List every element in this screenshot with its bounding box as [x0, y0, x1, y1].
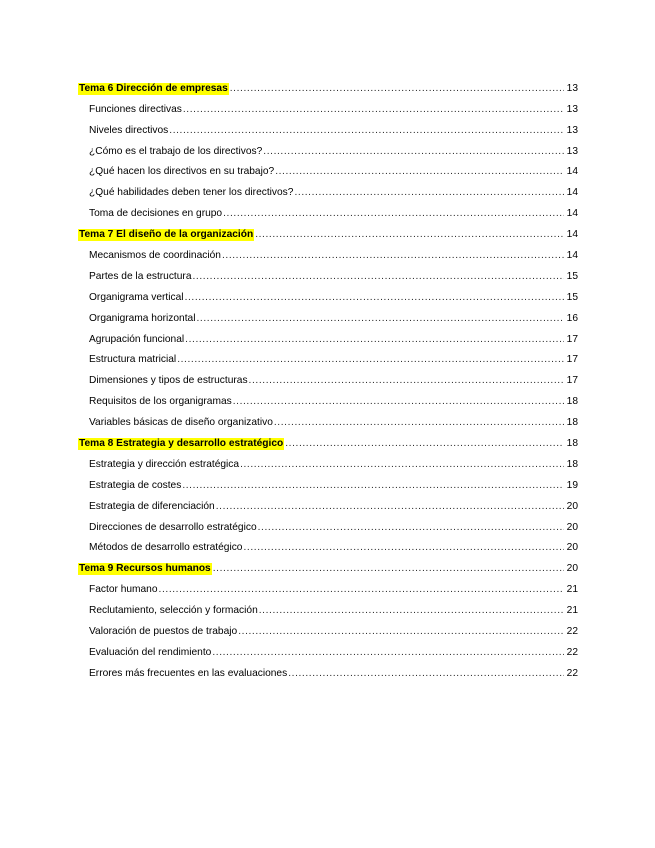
- toc-section-title: Partes de la estructura: [89, 270, 192, 282]
- toc-dot-leader: [182, 480, 564, 492]
- toc-dot-leader: [216, 501, 564, 513]
- toc-dot-leader: [230, 83, 564, 95]
- toc-dot-leader: [238, 626, 564, 638]
- toc-section-title: Estrategia y dirección estratégica: [89, 458, 240, 470]
- toc-section-title: Organigrama horizontal: [89, 312, 196, 324]
- toc-page-number: 16: [566, 312, 578, 324]
- toc-page-number: 18: [566, 438, 578, 450]
- toc-dot-leader: [159, 584, 564, 596]
- toc-section-entry[interactable]: [78, 450, 578, 471]
- toc-chapter-title: Tema 9 Recursos humanos: [79, 563, 211, 575]
- toc-dot-leader: [185, 292, 564, 304]
- toc-section-entry[interactable]: [78, 283, 578, 304]
- toc-dot-leader: [274, 417, 564, 429]
- toc-page-number: 18: [566, 417, 578, 429]
- toc-section-entry[interactable]: [78, 387, 578, 408]
- toc-dot-leader: [233, 396, 564, 408]
- toc-section-entry[interactable]: [78, 534, 578, 555]
- toc-page-number: 14: [566, 229, 578, 241]
- toc-section-entry[interactable]: [78, 659, 578, 680]
- toc-section-title: Direcciones de desarrollo estratégico: [89, 521, 257, 533]
- toc-dot-leader: [263, 146, 564, 158]
- toc-chapter-title: Tema 8 Estrategia y desarrollo estratégico: [79, 438, 284, 450]
- toc-dot-leader: [223, 208, 564, 220]
- toc-section-entry[interactable]: [78, 95, 578, 116]
- toc-dot-leader: [255, 229, 564, 241]
- toc-chapter-entry[interactable]: [78, 429, 578, 450]
- toc-dot-leader: [183, 104, 564, 116]
- toc-page-number: 20: [566, 542, 578, 554]
- toc-section-entry[interactable]: [78, 262, 578, 283]
- table-of-contents: [78, 74, 578, 680]
- toc-page-number: 13: [566, 145, 578, 157]
- toc-dot-leader: [240, 459, 564, 471]
- toc-page-number: 18: [566, 458, 578, 470]
- toc-dot-leader: [249, 375, 564, 387]
- toc-chapter-title: Tema 6 Dirección de empresas: [79, 82, 228, 94]
- toc-section-title: Agrupación funcional: [89, 333, 185, 345]
- toc-page-number: 20: [566, 521, 578, 533]
- toc-page-number: 17: [566, 354, 578, 366]
- toc-page-number: 19: [566, 479, 578, 491]
- toc-chapter-entry[interactable]: [78, 74, 578, 95]
- toc-section-title: Errores más frecuentes en las evaluaciones: [89, 667, 288, 679]
- toc-dot-leader: [285, 438, 564, 450]
- toc-section-entry[interactable]: [78, 178, 578, 199]
- toc-dot-leader: [212, 647, 564, 659]
- toc-section-title: Niveles directivos: [89, 124, 169, 136]
- toc-section-title: ¿Qué hacen los directivos en su trabajo?: [89, 166, 275, 178]
- toc-section-entry[interactable]: [78, 116, 578, 137]
- toc-section-title: Variables básicas de diseño organizativo: [89, 417, 273, 429]
- toc-page-number: 15: [566, 291, 578, 303]
- toc-section-title: Funciones directivas: [89, 103, 182, 115]
- toc-section-entry[interactable]: [78, 513, 578, 534]
- toc-page-number: 14: [566, 208, 578, 220]
- toc-dot-leader: [258, 522, 564, 534]
- toc-dot-leader: [275, 166, 564, 178]
- toc-page-number: 18: [566, 396, 578, 408]
- toc-page-number: 22: [566, 667, 578, 679]
- toc-chapter-entry[interactable]: [78, 220, 578, 241]
- toc-page-number: 15: [566, 270, 578, 282]
- toc-section-entry[interactable]: [78, 325, 578, 346]
- toc-page-number: 13: [566, 103, 578, 115]
- toc-section-title: Estructura matricial: [89, 354, 177, 366]
- toc-section-title: Valoración de puestos de trabajo: [89, 626, 238, 638]
- toc-section-title: Factor humano: [89, 584, 158, 596]
- toc-section-entry[interactable]: [78, 199, 578, 220]
- toc-section-entry[interactable]: [78, 304, 578, 325]
- toc-page-number: 13: [566, 82, 578, 94]
- toc-section-entry[interactable]: [78, 617, 578, 638]
- toc-section-title: Requisitos de los organigramas: [89, 396, 232, 408]
- toc-section-title: Toma de decisiones en grupo: [89, 208, 223, 220]
- toc-section-entry[interactable]: [78, 471, 578, 492]
- toc-dot-leader: [288, 668, 564, 680]
- toc-dot-leader: [259, 605, 564, 617]
- toc-section-entry[interactable]: [78, 638, 578, 659]
- toc-page-number: 20: [566, 563, 578, 575]
- toc-page-number: 14: [566, 250, 578, 262]
- toc-dot-leader: [243, 542, 564, 554]
- toc-section-entry[interactable]: [78, 158, 578, 179]
- toc-section-entry[interactable]: [78, 596, 578, 617]
- toc-dot-leader: [193, 271, 565, 283]
- toc-dot-leader: [213, 563, 564, 575]
- toc-page-number: 22: [566, 626, 578, 638]
- toc-section-title: Dimensiones y tipos de estructuras: [89, 375, 248, 387]
- toc-dot-leader: [177, 354, 564, 366]
- toc-section-entry[interactable]: [78, 137, 578, 158]
- toc-section-title: Estrategia de diferenciación: [89, 500, 215, 512]
- toc-section-entry[interactable]: [78, 346, 578, 367]
- toc-section-title: ¿Cómo es el trabajo de los directivos?: [89, 145, 263, 157]
- toc-section-entry[interactable]: [78, 575, 578, 596]
- toc-section-title: Estrategia de costes: [89, 479, 182, 491]
- toc-dot-leader: [294, 187, 564, 199]
- toc-page-number: 21: [566, 605, 578, 617]
- toc-section-entry[interactable]: [78, 241, 578, 262]
- toc-section-entry[interactable]: [78, 492, 578, 513]
- toc-page-number: 13: [566, 124, 578, 136]
- toc-page-number: 17: [566, 375, 578, 387]
- toc-page-number: 14: [566, 166, 578, 178]
- toc-dot-leader: [169, 125, 564, 137]
- toc-page-number: 22: [566, 646, 578, 658]
- toc-section-title: Reclutamiento, selección y formación: [89, 605, 258, 617]
- toc-section-title: Mecanismos de coordinación: [89, 250, 221, 262]
- toc-page-number: 14: [566, 187, 578, 199]
- toc-section-entry[interactable]: [78, 366, 578, 387]
- toc-section-entry[interactable]: [78, 408, 578, 429]
- toc-dot-leader: [196, 313, 564, 325]
- toc-dot-leader: [222, 250, 564, 262]
- toc-chapter-entry[interactable]: [78, 554, 578, 575]
- toc-section-title: Evaluación del rendimiento: [89, 646, 212, 658]
- toc-section-title: Métodos de desarrollo estratégico: [89, 542, 243, 554]
- toc-page-number: 20: [566, 500, 578, 512]
- toc-section-title: Organigrama vertical: [89, 291, 184, 303]
- toc-chapter-title: Tema 7 El diseño de la organización: [79, 229, 254, 241]
- toc-page-number: 17: [566, 333, 578, 345]
- toc-page-number: 21: [566, 584, 578, 596]
- toc-section-title: ¿Qué habilidades deben tener los directivos?: [89, 187, 294, 199]
- toc-dot-leader: [185, 334, 564, 346]
